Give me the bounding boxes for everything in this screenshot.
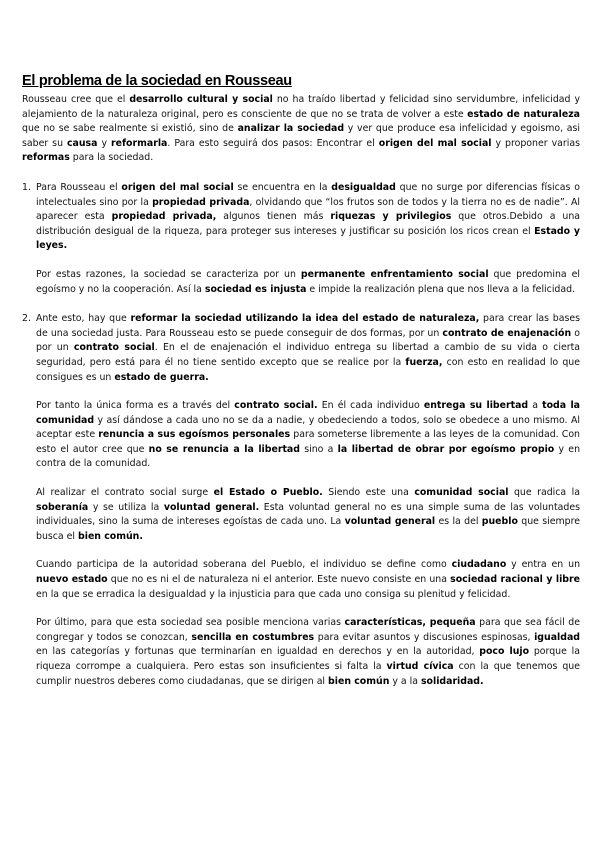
bold-text: reformas [22,152,70,164]
bold-text: entrega su libertad [423,400,529,412]
text-run: y [97,137,111,149]
text-run: no ha traído libertad y felicidad sino servidumbre, infelicidad y alejamiento de la naturaleza original, pero es consciente de que no se trata de volver a este [22,94,580,120]
text-run: que radica la [508,487,580,499]
page-title: El problema de la sociedad en Rousseau [22,73,292,89]
text-run: que no es ni el de naturaleza ni el anterior. Este nuevo consiste en una [107,574,451,586]
contrato-social-paragraph [36,399,580,472]
text-run: y se utiliza la [88,501,164,513]
bold-text: propiedad privada [152,196,250,208]
estado-pueblo-paragraph [36,486,580,544]
text-run: a [528,400,543,412]
bold-text: renuncia a sus egoísmos personales [98,429,291,441]
text-run: o por un [36,327,580,354]
bold-text: características, pequeña [344,617,476,629]
text-run: . Para esto seguirá dos pasos: Encontrar el [167,137,379,149]
bold-text: pueblo [481,516,518,528]
text-run: en las categorías y fortunas que terminarían en igualdad en derechos y en la autoridad, [36,646,480,658]
text-run: y entra en un [506,559,581,571]
bold-text: causa [67,137,98,149]
text-run: algunos tienen más [216,211,331,223]
point2-main-paragraph [36,312,580,385]
text-run: Por estas razones, la sociedad se caracteriza por un [36,268,301,280]
bold-text: nuevo estado [36,574,108,586]
text-run: , olvidando que “los frutos son de todos y la tierra no es de nadie”. Al aparecer esta [36,196,581,223]
text-run: . En el de enajenación el individuo entrega su libertad a cambio de su vida o cierta seguridad, pero está para él no tiene sentido excepto que se realice por la [36,342,581,368]
text-run: e impide la realización plena que nos lleva a la felicidad. [306,283,576,295]
bold-text: Estado y leyes. [36,225,581,252]
caracteristicas-paragraph [36,616,580,689]
text-run: en la que se erradica la desigualdad y la injusticia para que cada uno consiga su plenitud y felicidad. [36,588,511,600]
bold-text: reformarla [110,137,168,149]
text-run: Al realizar el contrato social surge [36,487,214,499]
bold-text: ciudadano [451,559,507,571]
text-run: Cuando participa de la autoridad soberana del Pueblo, el individuo se define como [36,559,452,571]
bold-text: igualdad [534,631,580,643]
text-run: Rousseau cree que el [22,94,130,105]
bold-text: desarrollo cultural y social [129,94,273,105]
text-run: para evitar asuntos y discusiones espinosas, [314,631,535,643]
bold-text: propiedad privada, [111,211,217,223]
intro-paragraph [22,93,580,166]
bold-text: desigualdad [331,181,396,193]
text-run: En él cada individuo [317,400,424,412]
text-run: que predomina el egoísmo y no la cooperación. Así la [36,268,580,295]
list-item-1 [22,181,580,297]
text-run: y ver que produce esa infelicidad y egoismo, asi saber su [22,123,580,149]
bold-text: reformar la sociedad utilizando la idea del estado de naturaleza, [130,313,480,325]
bold-text: analizar la sociedad [237,123,345,135]
bold-text: origen del mal social [121,181,234,193]
list-number: 1. [22,181,31,193]
text-run: Ante esto, hay que [36,313,131,325]
text-run: que no surge por diferencias físicas o intelectuales sino por la [36,181,580,208]
text-run: para someterse libremente a las leyes de la comunidad. Con esto el autor cree que [36,429,580,455]
text-run: y a la [389,675,421,687]
text-run: para que sea fácil de congregar y todos se conozcan, [36,617,580,643]
point1-main-paragraph [36,181,580,254]
bold-text: soberanía [36,501,89,513]
document-body [22,72,580,689]
bold-text: sencilla en costumbres [191,631,315,643]
bold-text: voluntad general. [163,501,260,513]
text-run: es la del [435,516,482,528]
bold-text: estado de guerra. [114,371,209,383]
list-item-2 [22,312,580,689]
bold-text: toda la comunidad [36,400,581,426]
bold-text: sociedad es injusta [204,283,307,295]
text-run: que no se sabe realmente si existió, sino de [22,123,238,135]
bold-text: estado de naturaleza [467,108,580,120]
bold-text: bien común. [78,530,143,542]
ciudadano-paragraph [36,558,580,602]
text-run: y así dándose a cada uno no se da a nadie, y obedeciendo a todos, solo se obedece a uno mismo. Al aceptar este [36,414,580,441]
text-run: porque la riqueza corrompe a cualquiera. Pero estas son insuficientes si falta la [36,646,580,672]
bold-text: fuerza, [405,356,443,368]
bold-text: riquezas y privilegios [330,211,452,223]
bold-text: no se renuncia a la libertad [148,443,300,455]
bold-text: contrato social. [234,400,318,412]
bold-text: solidaridad. [420,675,484,687]
text-run: y proponer varias [491,137,580,149]
bold-text: bien común [328,675,390,687]
bold-text: el Estado o Pueblo. [213,487,323,499]
bold-text: permanente enfrentamiento social [300,268,489,280]
bold-text: contrato social [73,342,155,354]
bold-text: sociedad racional y libre [450,574,580,586]
text-run: con la que tenemos que cumplir nuestros deberes como ciudadanas, que se dirigen al [36,661,581,687]
bold-text: virtud cívica [386,661,454,672]
bold-text: origen del mal social [378,137,492,149]
text-run: Siendo este una [322,487,415,499]
text-run: y en contra de la comunidad. [36,443,581,470]
text-run: sino a [299,443,338,455]
text-run: para crear las bases de una sociedad justa. Para Rousseau esto se puede conseguir de dos formas, por un [36,313,580,339]
point1-follow-paragraph [36,268,580,297]
text-run: que otros.Debido a una distribución desigual de la riqueza, para proteger sus intereses y justificar su posición los ricos crean el [36,211,581,237]
bold-text: contrato de enajenación [442,327,572,339]
text-run: Por tanto la única forma es a través del [36,400,235,412]
text-run: se encuentra en la [233,181,332,193]
text-run: para la sociedad. [69,152,154,164]
text-run: Para Rousseau el [36,181,122,193]
bold-text: poco lujo [479,646,530,658]
text-run: Por último, para que esta sociedad sea posible menciona varias [36,617,345,629]
bold-text: comunidad social [414,487,509,499]
bold-text: la libertad de obrar por egoísmo propio [337,443,555,455]
bold-text: voluntad general [344,516,436,528]
text-run: con esto en realidad lo que consigues es un [36,356,580,383]
text-run: Esta voluntad general no es una simple suma de las voluntades individuales, sino la suma de intereses egoístas de cada uno. La [36,501,580,528]
list-number: 2. [22,313,31,325]
text-run: que siempre busca el [36,516,580,542]
